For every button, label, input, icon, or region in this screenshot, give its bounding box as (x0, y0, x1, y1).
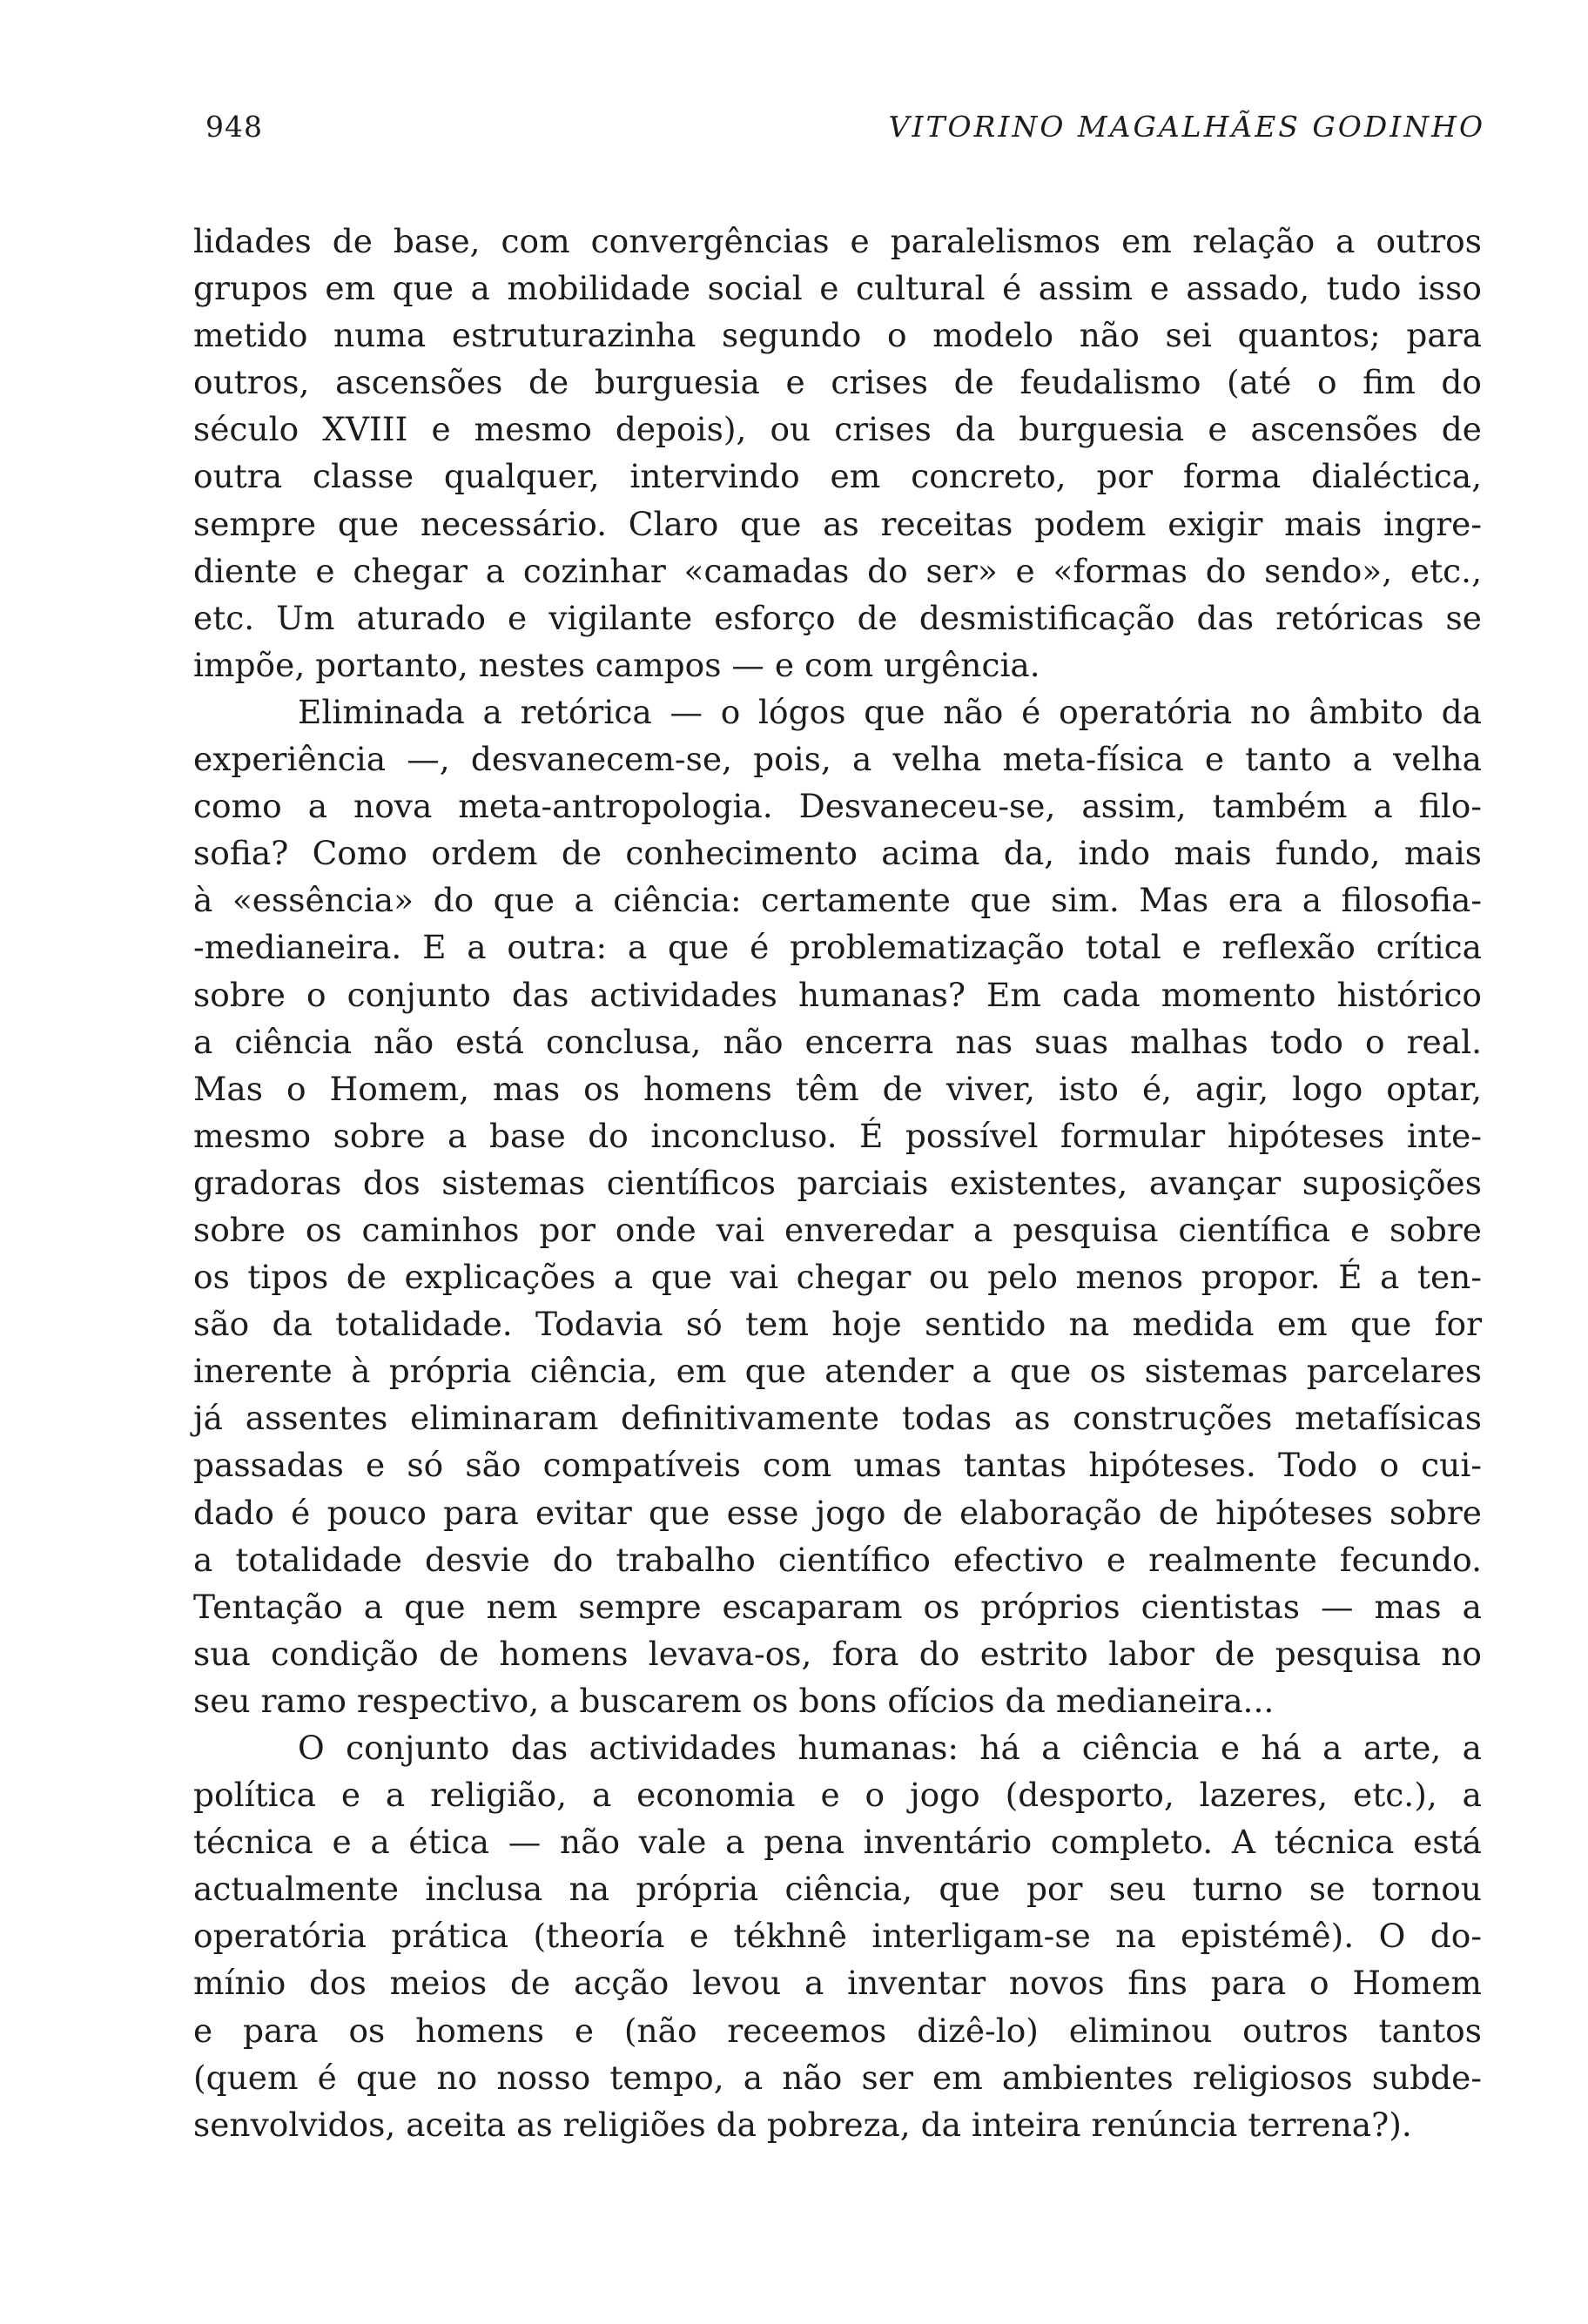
text-line: diente e chegar a cozinhar «camadas do ser» e «formas do sendo», etc., (193, 551, 1482, 590)
text-line: Mas o Homem, mas os homens têm de viver, isto é, agir, logo optar, (193, 1069, 1482, 1108)
text-line: outra classe qualquer, intervindo em concreto, por forma dialéctica, (193, 457, 1482, 496)
text-line: Tentação a que nem sempre escaparam os próprios cientistas — mas a (193, 1587, 1482, 1626)
text-line: são da totalidade. Todavia só tem hoje sentido na medida em que for (193, 1305, 1482, 1344)
text-line: outros, ascensões de burguesia e crises de feudalismo (até o fim do (193, 363, 1482, 402)
text-line: os tipos de explicações a que vai chegar ou pelo menos propor. É a ten- (193, 1258, 1482, 1297)
text-line: lidades de base, com convergências e paralelismos em relação a outros (193, 222, 1482, 260)
text-line: Eliminada a retórica — o lógos que não é operatória no âmbito da (298, 692, 1482, 731)
running-title: VITORINO MAGALHÃES GODINHO (888, 110, 1485, 144)
paragraph (193, 1724, 1482, 2148)
text-line: O conjunto das actividades humanas: há a ciência e há a arte, a (298, 1729, 1482, 1767)
text-line: -medianeira. E a outra: a que é problematização total e reflexão crítica (193, 928, 1482, 967)
text-line: inerente à própria ciência, em que atender a que os sistemas parcelares (193, 1352, 1482, 1391)
text-line: século XVIII e mesmo depois), ou crises da burguesia e ascensões de (193, 410, 1482, 449)
running-header (205, 110, 1485, 155)
text-line: passadas e só são compatíveis com umas tantas hipóteses. Todo o cui- (193, 1446, 1482, 1485)
text-line: (quem é que no nosso tempo, a não ser em ambientes religiosos subde- (193, 2058, 1482, 2097)
text-line: a ciência não está conclusa, não encerra nas suas malhas todo o real. (193, 1022, 1482, 1061)
body-text (193, 218, 1482, 2148)
text-line: senvolvidos, aceita as religiões da pobreza, da inteira renúncia terrena?). (193, 2105, 1412, 2144)
text-line: mínio dos meios de acção levou a inventar novos fins para o Homem (193, 1964, 1482, 2003)
text-line: experiência —, desvanecem-se, pois, a velha meta-física e tanto a velha (193, 740, 1482, 779)
text-line: à «essência» do que a ciência: certamente que sim. Mas era a filosofia- (193, 881, 1482, 920)
text-line: a totalidade desvie do trabalho científico efectivo e realmente fecundo. (193, 1540, 1482, 1579)
text-line: metido numa estruturazinha segundo o modelo não sei quantos; para (193, 316, 1482, 355)
text-line: etc. Um aturado e vigilante esforço de desmistificação das retóricas se (193, 598, 1482, 637)
paragraph (193, 218, 1482, 688)
text-line: técnica e a ética — não vale a pena inventário completo. A técnica está (193, 1823, 1482, 1862)
text-line: gradoras dos sistemas científicos parciais existentes, avançar suposições (193, 1163, 1482, 1202)
text-line: sobre o conjunto das actividades humanas? Em cada momento histórico (193, 975, 1482, 1014)
text-line: actualmente inclusa na própria ciência, que por seu turno se tornou (193, 1870, 1482, 1909)
text-line: grupos em que a mobilidade social e cultural é assim e assado, tudo isso (193, 269, 1482, 308)
text-line: como a nova meta-antropologia. Desvaneceu-se, assim, também a filo- (193, 787, 1482, 826)
paragraph (193, 688, 1482, 1724)
text-line: operatória prática (theoría e tékhnê interligam-se na epistémê). O do- (193, 1917, 1482, 1956)
text-line: sempre que necessário. Claro que as receitas podem exigir mais ingre- (193, 504, 1482, 543)
text-line: sobre os caminhos por onde vai enveredar a pesquisa científica e sobre (193, 1210, 1482, 1249)
text-line: dado é pouco para evitar que esse jogo de elaboração de hipóteses sobre (193, 1493, 1482, 1532)
page-number: 948 (205, 110, 263, 144)
text-line: sua condição de homens levava-os, fora do estrito labor de pesquisa no (193, 1634, 1482, 1673)
text-line: impõe, portanto, nestes campos — e com urgência. (193, 645, 1040, 684)
text-line: seu ramo respectivo, a buscarem os bons ofícios da medianeira... (193, 1681, 1275, 1720)
text-line: política e a religião, a economia e o jogo (desporto, lazeres, etc.), a (193, 1776, 1482, 1815)
text-line: e para os homens e (não receemos dizê-lo) eliminou outros tantos (193, 2011, 1482, 2050)
text-line: mesmo sobre a base do inconcluso. É possível formular hipóteses inte- (193, 1116, 1482, 1155)
text-line: sofia? Como ordem de conhecimento acima da, indo mais fundo, mais (193, 834, 1482, 873)
text-line: já assentes eliminaram definitivamente todas as construções metafísicas (193, 1399, 1482, 1438)
